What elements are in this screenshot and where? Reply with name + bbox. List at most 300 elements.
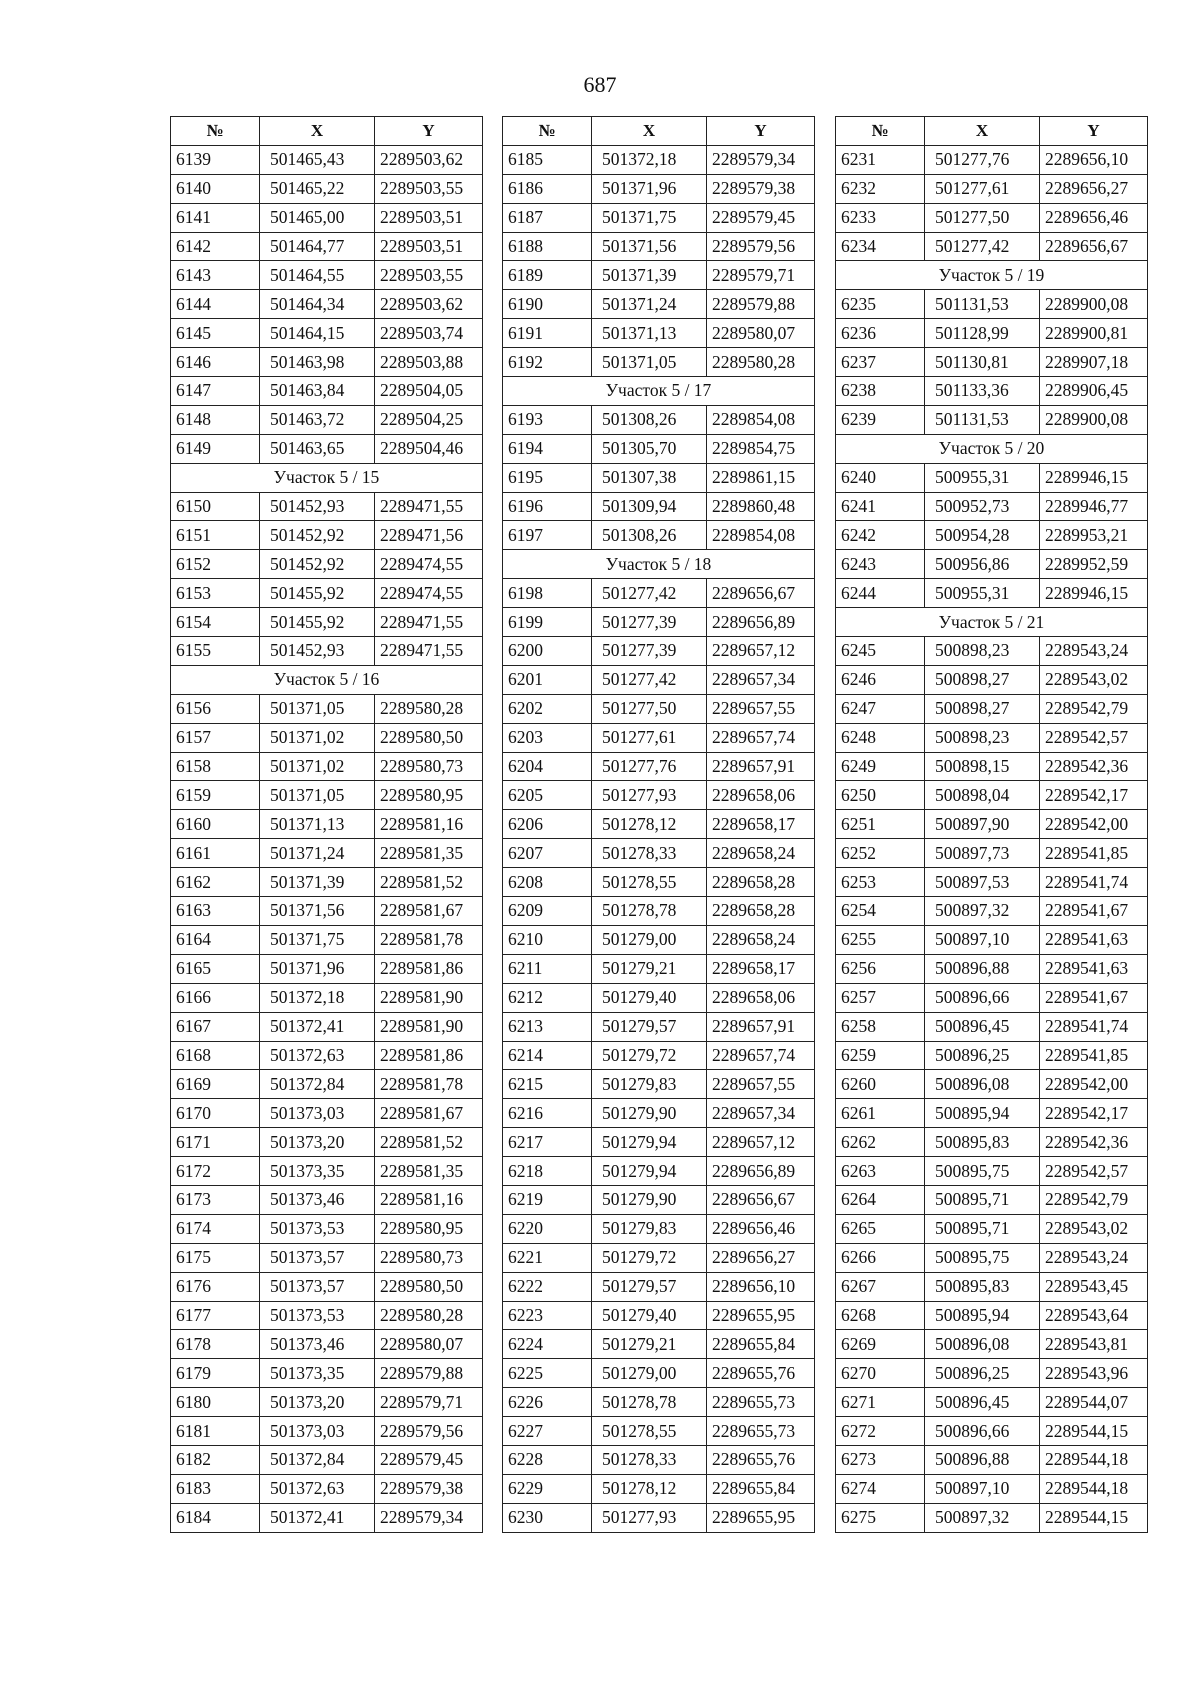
- point-number-cell: 6190: [503, 290, 592, 319]
- y-coordinate-cell: 2289657,55: [707, 1070, 815, 1099]
- point-number-cell: 6206: [503, 810, 592, 839]
- table-row: [503, 1243, 815, 1272]
- y-coordinate-cell: 2289900,08: [1040, 290, 1148, 319]
- y-coordinate-cell: 2289658,28: [707, 897, 815, 926]
- y-coordinate-cell: 2289541,85: [1040, 839, 1148, 868]
- point-number-cell: 6163: [171, 897, 260, 926]
- x-coordinate-cell: 501372,41: [260, 1503, 375, 1532]
- x-coordinate-cell: 501371,05: [260, 694, 375, 723]
- x-coordinate-cell: 501371,05: [592, 348, 707, 377]
- y-coordinate-cell: 2289579,71: [707, 261, 815, 290]
- x-coordinate-cell: 501463,65: [260, 434, 375, 463]
- y-coordinate-cell: 2289579,56: [375, 1417, 483, 1446]
- table-row: [503, 319, 815, 348]
- header-x: X: [925, 117, 1040, 146]
- y-coordinate-cell: 2289658,06: [707, 983, 815, 1012]
- table-row: [836, 810, 1148, 839]
- y-coordinate-cell: 2289543,45: [1040, 1272, 1148, 1301]
- x-coordinate-cell: 501452,92: [260, 550, 375, 579]
- y-coordinate-cell: 2289854,75: [707, 434, 815, 463]
- point-number-cell: 6223: [503, 1301, 592, 1330]
- table-row: [171, 290, 483, 319]
- y-coordinate-cell: 2289579,45: [707, 203, 815, 232]
- table-row: [836, 983, 1148, 1012]
- point-number-cell: 6218: [503, 1157, 592, 1186]
- x-coordinate-cell: 501128,99: [925, 319, 1040, 348]
- point-number-cell: 6148: [171, 405, 260, 434]
- x-coordinate-cell: 501279,00: [592, 925, 707, 954]
- x-coordinate-cell: 501279,00: [592, 1359, 707, 1388]
- x-coordinate-cell: 501452,93: [260, 492, 375, 521]
- point-number-cell: 6271: [836, 1388, 925, 1417]
- x-coordinate-cell: 501279,83: [592, 1214, 707, 1243]
- point-number-cell: 6147: [171, 377, 260, 406]
- table-row: [171, 1012, 483, 1041]
- x-coordinate-cell: 501455,92: [260, 579, 375, 608]
- x-coordinate-cell: 501305,70: [592, 434, 707, 463]
- table-row: [171, 1214, 483, 1243]
- point-number-cell: 6263: [836, 1157, 925, 1186]
- y-coordinate-cell: 2289658,17: [707, 954, 815, 983]
- point-number-cell: 6170: [171, 1099, 260, 1128]
- y-coordinate-cell: 2289541,74: [1040, 1012, 1148, 1041]
- table-row: [836, 1272, 1148, 1301]
- point-number-cell: 6166: [171, 983, 260, 1012]
- point-number-cell: 6243: [836, 550, 925, 579]
- y-coordinate-cell: 2289656,67: [1040, 232, 1148, 261]
- y-coordinate-cell: 2289541,74: [1040, 868, 1148, 897]
- table-row: [836, 637, 1148, 666]
- table-row: [503, 1041, 815, 1070]
- section-title: Участок 5 / 15: [171, 463, 483, 492]
- x-coordinate-cell: 501279,21: [592, 1330, 707, 1359]
- table-row: [503, 1070, 815, 1099]
- table-row: [171, 1243, 483, 1272]
- y-coordinate-cell: 2289655,73: [707, 1388, 815, 1417]
- point-number-cell: 6162: [171, 868, 260, 897]
- table-row: [836, 492, 1148, 521]
- x-coordinate-cell: 501371,02: [260, 752, 375, 781]
- x-coordinate-cell: 501279,72: [592, 1041, 707, 1070]
- x-coordinate-cell: 501279,57: [592, 1012, 707, 1041]
- point-number-cell: 6172: [171, 1157, 260, 1186]
- y-coordinate-cell: 2289861,15: [707, 463, 815, 492]
- x-coordinate-cell: 500895,75: [925, 1157, 1040, 1186]
- point-number-cell: 6142: [171, 232, 260, 261]
- table-row: [171, 319, 483, 348]
- y-coordinate-cell: 2289581,67: [375, 1099, 483, 1128]
- table-row: [503, 637, 815, 666]
- table-row: [503, 290, 815, 319]
- y-coordinate-cell: 2289471,55: [375, 608, 483, 637]
- y-coordinate-cell: 2289504,05: [375, 377, 483, 406]
- y-coordinate-cell: 2289543,02: [1040, 1214, 1148, 1243]
- table-row: [503, 1185, 815, 1214]
- point-number-cell: 6240: [836, 463, 925, 492]
- x-coordinate-cell: 501371,56: [592, 232, 707, 261]
- y-coordinate-cell: 2289541,67: [1040, 983, 1148, 1012]
- point-number-cell: 6224: [503, 1330, 592, 1359]
- x-coordinate-cell: 500896,25: [925, 1041, 1040, 1070]
- x-coordinate-cell: 501307,38: [592, 463, 707, 492]
- point-number-cell: 6160: [171, 810, 260, 839]
- table-row: [171, 637, 483, 666]
- y-coordinate-cell: 2289544,18: [1040, 1474, 1148, 1503]
- x-coordinate-cell: 501463,72: [260, 405, 375, 434]
- point-number-cell: 6184: [171, 1503, 260, 1532]
- x-coordinate-cell: 501279,21: [592, 954, 707, 983]
- table-row: [171, 348, 483, 377]
- table-header-row: [836, 117, 1148, 146]
- y-coordinate-cell: 2289656,89: [707, 1157, 815, 1186]
- page-number: 687: [583, 72, 617, 97]
- point-number-cell: 6155: [171, 637, 260, 666]
- point-number-cell: 6270: [836, 1359, 925, 1388]
- table-row: [503, 174, 815, 203]
- x-coordinate-cell: 501131,53: [925, 290, 1040, 319]
- table-row: [836, 377, 1148, 406]
- table-row: [171, 377, 483, 406]
- x-coordinate-cell: 500897,73: [925, 839, 1040, 868]
- table-row: [503, 405, 815, 434]
- y-coordinate-cell: 2289581,52: [375, 1128, 483, 1157]
- y-coordinate-cell: 2289655,73: [707, 1417, 815, 1446]
- table-row: [836, 1417, 1148, 1446]
- table-row: [503, 810, 815, 839]
- y-coordinate-cell: 2289657,12: [707, 1128, 815, 1157]
- x-coordinate-cell: 500895,94: [925, 1099, 1040, 1128]
- x-coordinate-cell: 501278,55: [592, 868, 707, 897]
- point-number-cell: 6211: [503, 954, 592, 983]
- table-row: [503, 1388, 815, 1417]
- x-coordinate-cell: 501279,57: [592, 1272, 707, 1301]
- y-coordinate-cell: 2289542,17: [1040, 1099, 1148, 1128]
- table-row: [836, 203, 1148, 232]
- table-row: [503, 1301, 815, 1330]
- point-number-cell: 6265: [836, 1214, 925, 1243]
- y-coordinate-cell: 2289655,95: [707, 1301, 815, 1330]
- x-coordinate-cell: 501277,76: [925, 145, 1040, 174]
- x-coordinate-cell: 501277,93: [592, 781, 707, 810]
- y-coordinate-cell: 2289474,55: [375, 550, 483, 579]
- point-number-cell: 6262: [836, 1128, 925, 1157]
- x-coordinate-cell: 501373,53: [260, 1301, 375, 1330]
- point-number-cell: 6253: [836, 868, 925, 897]
- point-number-cell: 6221: [503, 1243, 592, 1272]
- table-row: [171, 1503, 483, 1532]
- table-row: [503, 868, 815, 897]
- table-row: [503, 1445, 815, 1474]
- y-coordinate-cell: 2289581,35: [375, 1157, 483, 1186]
- x-coordinate-cell: 501372,84: [260, 1445, 375, 1474]
- x-coordinate-cell: 501279,94: [592, 1157, 707, 1186]
- point-number-cell: 6268: [836, 1301, 925, 1330]
- section-title: Участок 5 / 19: [836, 261, 1148, 290]
- y-coordinate-cell: 2289657,74: [707, 1041, 815, 1070]
- table-row: [171, 1041, 483, 1070]
- y-coordinate-cell: 2289543,96: [1040, 1359, 1148, 1388]
- table-header-row: [503, 117, 815, 146]
- point-number-cell: 6177: [171, 1301, 260, 1330]
- x-coordinate-cell: 500895,83: [925, 1128, 1040, 1157]
- point-number-cell: 6173: [171, 1185, 260, 1214]
- table-row: [836, 781, 1148, 810]
- header-num: №: [171, 117, 260, 146]
- y-coordinate-cell: 2289503,51: [375, 232, 483, 261]
- x-coordinate-cell: 501464,15: [260, 319, 375, 348]
- x-coordinate-cell: 500896,08: [925, 1070, 1040, 1099]
- y-coordinate-cell: 2289542,57: [1040, 723, 1148, 752]
- y-coordinate-cell: 2289907,18: [1040, 348, 1148, 377]
- table-row: [836, 1503, 1148, 1532]
- point-number-cell: 6232: [836, 174, 925, 203]
- x-coordinate-cell: 500898,27: [925, 694, 1040, 723]
- y-coordinate-cell: 2289544,18: [1040, 1445, 1148, 1474]
- y-coordinate-cell: 2289581,86: [375, 954, 483, 983]
- table-row: [503, 463, 815, 492]
- y-coordinate-cell: 2289542,36: [1040, 1128, 1148, 1157]
- point-number-cell: 6259: [836, 1041, 925, 1070]
- point-number-cell: 6250: [836, 781, 925, 810]
- table-row: [503, 145, 815, 174]
- table-row: [503, 1157, 815, 1186]
- x-coordinate-cell: 501131,53: [925, 405, 1040, 434]
- x-coordinate-cell: 501279,90: [592, 1185, 707, 1214]
- y-coordinate-cell: 2289579,71: [375, 1388, 483, 1417]
- x-coordinate-cell: 500896,45: [925, 1012, 1040, 1041]
- table-row: [171, 752, 483, 781]
- y-coordinate-cell: 2289503,51: [375, 203, 483, 232]
- table-row: [836, 897, 1148, 926]
- point-number-cell: 6254: [836, 897, 925, 926]
- point-number-cell: 6191: [503, 319, 592, 348]
- x-coordinate-cell: 500897,10: [925, 1474, 1040, 1503]
- x-coordinate-cell: 501279,94: [592, 1128, 707, 1157]
- y-coordinate-cell: 2289580,73: [375, 752, 483, 781]
- x-coordinate-cell: 500898,15: [925, 752, 1040, 781]
- table-row: [836, 954, 1148, 983]
- y-coordinate-cell: 2289543,81: [1040, 1330, 1148, 1359]
- y-coordinate-cell: 2289658,06: [707, 781, 815, 810]
- x-coordinate-cell: 501455,92: [260, 608, 375, 637]
- table-row: [836, 463, 1148, 492]
- point-number-cell: 6153: [171, 579, 260, 608]
- table-row: [836, 174, 1148, 203]
- x-coordinate-cell: 501277,61: [592, 723, 707, 752]
- x-coordinate-cell: 501372,18: [592, 145, 707, 174]
- table-row: [836, 145, 1148, 174]
- table-row: [171, 1272, 483, 1301]
- section-title: Участок 5 / 21: [836, 608, 1148, 637]
- x-coordinate-cell: 500897,32: [925, 1503, 1040, 1532]
- point-number-cell: 6140: [171, 174, 260, 203]
- table-row: [171, 925, 483, 954]
- table-row: [836, 579, 1148, 608]
- table-row: [836, 1012, 1148, 1041]
- y-coordinate-cell: 2289579,88: [707, 290, 815, 319]
- x-coordinate-cell: 500898,04: [925, 781, 1040, 810]
- y-coordinate-cell: 2289503,62: [375, 290, 483, 319]
- table-row: [171, 1445, 483, 1474]
- y-coordinate-cell: 2289581,78: [375, 925, 483, 954]
- point-number-cell: 6168: [171, 1041, 260, 1070]
- point-number-cell: 6252: [836, 839, 925, 868]
- table-row: [171, 492, 483, 521]
- point-number-cell: 6212: [503, 983, 592, 1012]
- y-coordinate-cell: 2289579,38: [707, 174, 815, 203]
- x-coordinate-cell: 500897,10: [925, 925, 1040, 954]
- y-coordinate-cell: 2289656,89: [707, 608, 815, 637]
- x-coordinate-cell: 501373,53: [260, 1214, 375, 1243]
- x-coordinate-cell: 501371,39: [592, 261, 707, 290]
- table-row: [171, 1301, 483, 1330]
- point-number-cell: 6225: [503, 1359, 592, 1388]
- point-number-cell: 6156: [171, 694, 260, 723]
- x-coordinate-cell: 500898,23: [925, 723, 1040, 752]
- y-coordinate-cell: 2289656,10: [707, 1272, 815, 1301]
- y-coordinate-cell: 2289658,24: [707, 925, 815, 954]
- table-row: [171, 232, 483, 261]
- point-number-cell: 6208: [503, 868, 592, 897]
- coordinates-table-2: [502, 116, 815, 1533]
- x-coordinate-cell: 501279,40: [592, 983, 707, 1012]
- point-number-cell: 6157: [171, 723, 260, 752]
- table-row: [836, 723, 1148, 752]
- point-number-cell: 6248: [836, 723, 925, 752]
- y-coordinate-cell: 2289544,15: [1040, 1503, 1148, 1532]
- table-row: [171, 608, 483, 637]
- point-number-cell: 6150: [171, 492, 260, 521]
- point-number-cell: 6260: [836, 1070, 925, 1099]
- table-row: [503, 897, 815, 926]
- table-row: [836, 405, 1148, 434]
- x-coordinate-cell: 500897,90: [925, 810, 1040, 839]
- point-number-cell: 6249: [836, 752, 925, 781]
- y-coordinate-cell: 2289503,62: [375, 145, 483, 174]
- x-coordinate-cell: 501373,46: [260, 1330, 375, 1359]
- header-y: Y: [1040, 117, 1148, 146]
- x-coordinate-cell: 501278,12: [592, 1474, 707, 1503]
- point-number-cell: 6204: [503, 752, 592, 781]
- y-coordinate-cell: 2289953,21: [1040, 521, 1148, 550]
- table-row: [836, 550, 1148, 579]
- y-coordinate-cell: 2289580,95: [375, 781, 483, 810]
- y-coordinate-cell: 2289581,16: [375, 810, 483, 839]
- point-number-cell: 6216: [503, 1099, 592, 1128]
- point-number-cell: 6139: [171, 145, 260, 174]
- y-coordinate-cell: 2289579,34: [707, 145, 815, 174]
- point-number-cell: 6217: [503, 1128, 592, 1157]
- table-row: [503, 1272, 815, 1301]
- table-row: [171, 405, 483, 434]
- y-coordinate-cell: 2289906,45: [1040, 377, 1148, 406]
- point-number-cell: 6151: [171, 521, 260, 550]
- x-coordinate-cell: 501277,93: [592, 1503, 707, 1532]
- point-number-cell: 6141: [171, 203, 260, 232]
- point-number-cell: 6144: [171, 290, 260, 319]
- x-coordinate-cell: 501277,76: [592, 752, 707, 781]
- x-coordinate-cell: 501373,20: [260, 1388, 375, 1417]
- y-coordinate-cell: 2289854,08: [707, 521, 815, 550]
- table-row: [171, 521, 483, 550]
- table-row: [171, 261, 483, 290]
- point-number-cell: 6182: [171, 1445, 260, 1474]
- point-number-cell: 6181: [171, 1417, 260, 1446]
- point-number-cell: 6210: [503, 925, 592, 954]
- x-coordinate-cell: 501465,00: [260, 203, 375, 232]
- point-number-cell: 6149: [171, 434, 260, 463]
- point-number-cell: 6226: [503, 1388, 592, 1417]
- x-coordinate-cell: 501309,94: [592, 492, 707, 521]
- table-row: [503, 608, 815, 637]
- point-number-cell: 6178: [171, 1330, 260, 1359]
- point-number-cell: 6215: [503, 1070, 592, 1099]
- x-coordinate-cell: 501371,39: [260, 868, 375, 897]
- x-coordinate-cell: 500896,25: [925, 1359, 1040, 1388]
- section-row: [836, 434, 1148, 463]
- point-number-cell: 6159: [171, 781, 260, 810]
- y-coordinate-cell: 2289657,74: [707, 723, 815, 752]
- x-coordinate-cell: 501371,75: [592, 203, 707, 232]
- table-row: [503, 665, 815, 694]
- x-coordinate-cell: 501308,26: [592, 521, 707, 550]
- point-number-cell: 6145: [171, 319, 260, 348]
- point-number-cell: 6200: [503, 637, 592, 666]
- point-number-cell: 6258: [836, 1012, 925, 1041]
- x-coordinate-cell: 500955,31: [925, 579, 1040, 608]
- point-number-cell: 6207: [503, 839, 592, 868]
- y-coordinate-cell: 2289581,52: [375, 868, 483, 897]
- point-number-cell: 6230: [503, 1503, 592, 1532]
- x-coordinate-cell: 500896,45: [925, 1388, 1040, 1417]
- point-number-cell: 6198: [503, 579, 592, 608]
- table-row: [171, 954, 483, 983]
- y-coordinate-cell: 2289579,38: [375, 1474, 483, 1503]
- table-header-row: [171, 117, 483, 146]
- y-coordinate-cell: 2289656,67: [707, 1185, 815, 1214]
- point-number-cell: 6228: [503, 1445, 592, 1474]
- table-row: [171, 174, 483, 203]
- table-row: [836, 1214, 1148, 1243]
- y-coordinate-cell: 2289946,15: [1040, 579, 1148, 608]
- x-coordinate-cell: 501371,13: [592, 319, 707, 348]
- y-coordinate-cell: 2289503,88: [375, 348, 483, 377]
- table-row: [171, 434, 483, 463]
- section-row: [836, 608, 1148, 637]
- y-coordinate-cell: 2289543,64: [1040, 1301, 1148, 1330]
- y-coordinate-cell: 2289655,84: [707, 1330, 815, 1359]
- x-coordinate-cell: 501278,12: [592, 810, 707, 839]
- y-coordinate-cell: 2289542,00: [1040, 1070, 1148, 1099]
- point-number-cell: 6222: [503, 1272, 592, 1301]
- x-coordinate-cell: 500898,23: [925, 637, 1040, 666]
- point-number-cell: 6189: [503, 261, 592, 290]
- y-coordinate-cell: 2289580,07: [707, 319, 815, 348]
- section-title: Участок 5 / 20: [836, 434, 1148, 463]
- x-coordinate-cell: 501277,50: [592, 694, 707, 723]
- table-row: [171, 579, 483, 608]
- x-coordinate-cell: 501277,39: [592, 637, 707, 666]
- section-title: Участок 5 / 16: [171, 665, 483, 694]
- point-number-cell: 6195: [503, 463, 592, 492]
- point-number-cell: 6261: [836, 1099, 925, 1128]
- x-coordinate-cell: 501278,33: [592, 1445, 707, 1474]
- y-coordinate-cell: 2289544,15: [1040, 1417, 1148, 1446]
- table-row: [836, 319, 1148, 348]
- x-coordinate-cell: 501277,42: [592, 579, 707, 608]
- point-number-cell: 6273: [836, 1445, 925, 1474]
- table-row: [503, 261, 815, 290]
